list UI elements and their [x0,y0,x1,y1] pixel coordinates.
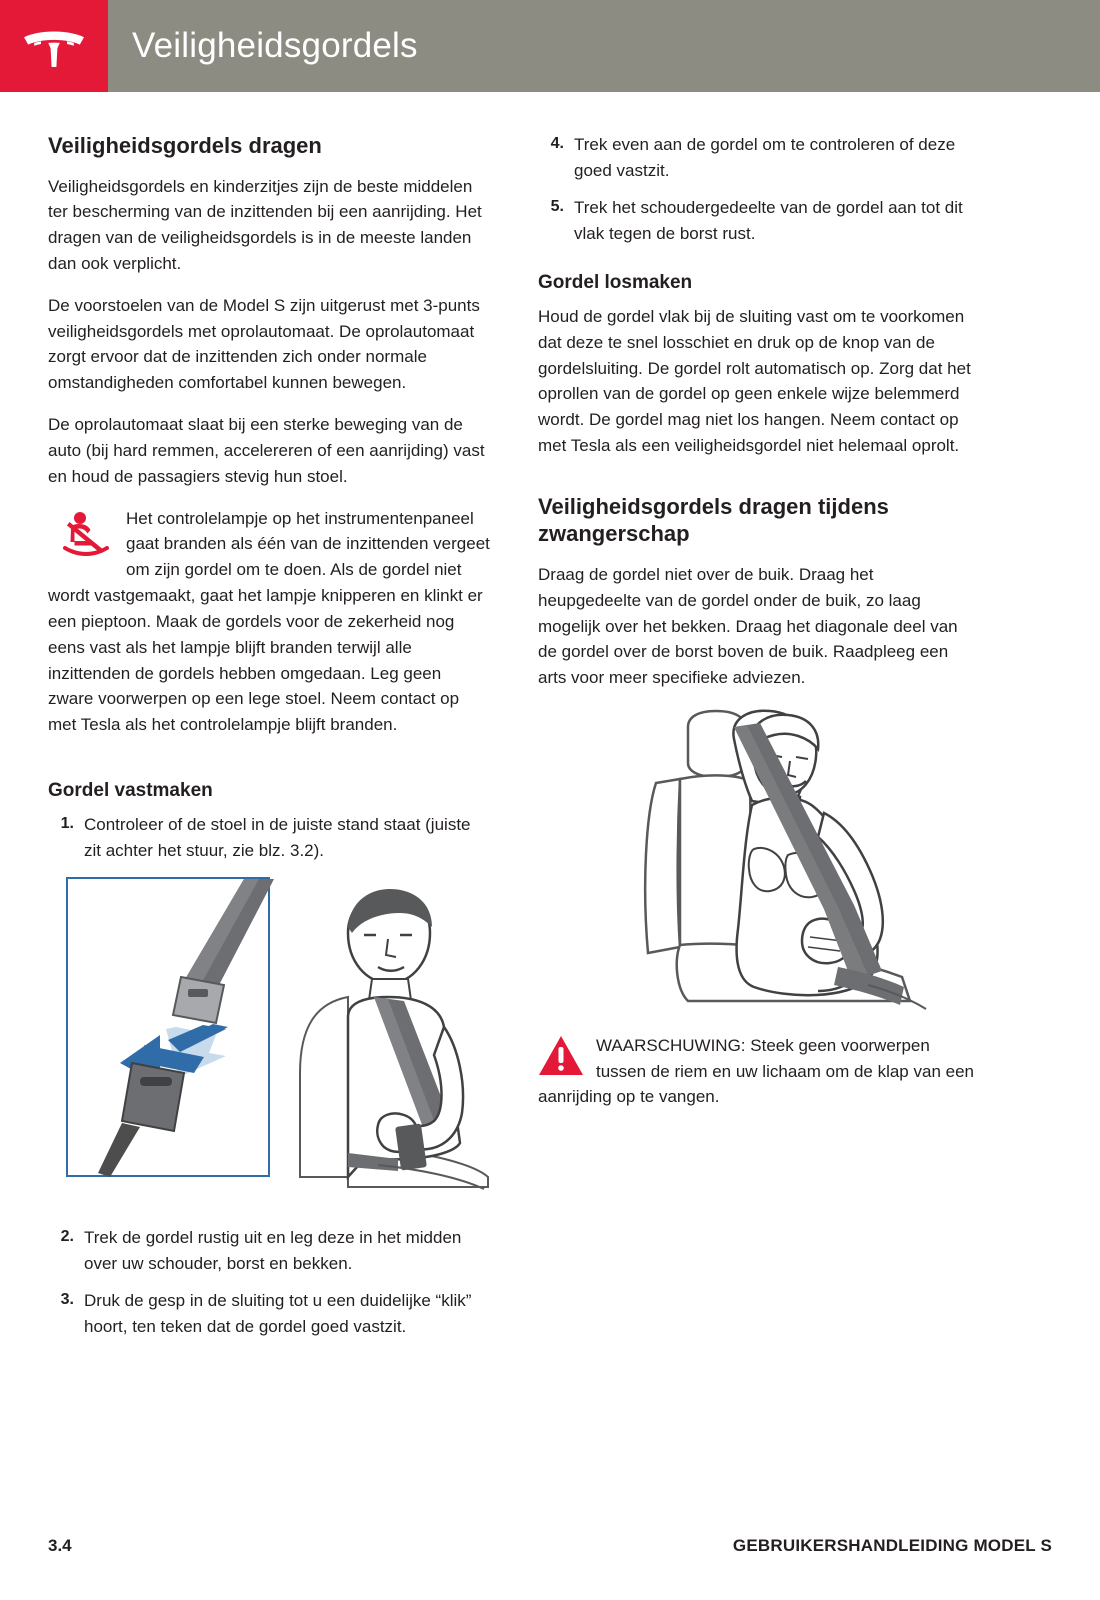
footer-page-number: 3.4 [48,1536,72,1555]
footer-document-title: GEBRUIKERSHANDLEIDING MODEL S [732,1536,1052,1555]
tesla-logo-block [0,0,108,92]
step-number: 1. [60,815,74,833]
paragraph-intro-2: De voorstoelen van de Model S zijn uitgerust met 3-punts veiligheidsgordels met oprolautomaat. De oprolautomaat zorgt ervoor dat de inzittenden zich onder normale omstandigheden comfortabel kunnen bewegen. [48,295,480,393]
warning-text: WAARSCHUWING: Steek geen voorwerpen tussen de riem en uw lichaam om de klap van een aanrijding op te vangen. [538,1036,974,1107]
step-text: Trek de gordel rustig uit en leg deze in het midden over uw schouder, borst en bekken. [84,1228,462,1273]
step-number: 4. [550,135,564,152]
section-heading-pregnancy: Veiligheidsgordels dragen tijdens zwangerschap [538,493,889,547]
subheading-fasten-belt: Gordel vastmaken [48,780,213,802]
step-text: Trek even aan de gordel om te controleren of deze goed vastzit. [574,135,956,180]
step-text: Druk de gesp in de sluiting tot u een duidelijke “klik” hoort, ten teken dat de gordel goed vastzit. [84,1291,472,1336]
fasten-steps-list-top [48,812,490,863]
warning-triangle-icon [538,1035,584,1077]
list-item [48,812,490,863]
list-item [538,195,980,246]
step-text: Controleer of de stoel in de juiste stand staat (juiste zit achter het stuur, zie blz. 3.2). [84,815,471,860]
step-text: Trek het schoudergedeelte van de gordel aan tot dit vlak tegen de borst rust. [574,198,963,243]
list-item [48,1225,490,1276]
paragraph-pregnancy: Draag de gordel niet over de buik. Draag het heupgedeelte van de gordel onder de buik, zo laag mogelijk over het bekken. Draag het diagonale deel van de gordel over de borst boven de buik. Raadpleeg een arts voor meer specifieke adviezen. [538,564,958,688]
step-number: 3. [60,1291,74,1309]
tesla-logo-icon [21,23,87,69]
pregnant-occupant-seatbelt-illustration [538,709,980,1019]
page-title: Veiligheidsgordels [132,26,418,65]
warning-lamp-block [48,506,490,754]
paragraph-release-belt: Houd de gordel vlak bij de sluiting vast om te voorkomen dat deze te snel losschiet en druk op de knop van de gordelsluiting. De gordel rolt automatisch op. Zorg dat het oprollen van de gordel op geen enkele wijze belemmerd wordt. De gordel mag niet los hangen. Neem contact op met Tesla als een veiligheidsgordel niet helemaal oprolt. [538,307,971,456]
seatbelt-buckle-illustration [48,877,490,1207]
page-body [0,92,1100,1600]
section-heading-wearing: Veiligheidsgordels dragen [48,133,322,158]
page-footer [0,1536,1100,1558]
subheading-release-belt: Gordel losmaken [538,272,693,293]
seatbelt-warning-lamp-icon [60,508,112,560]
list-item [48,1288,490,1339]
left-column [48,132,490,1351]
page-header [0,0,1100,92]
paragraph-warning-lamp: Het controlelampje op het instrumentenpaneel gaat branden als één van de inzittenden vergeet om zijn gordel om te doen. Als de gordel niet wordt vastgemaakt, gaat het lampje knipperen en klinkt er een pieptoon. Maak de gordels voor de zekerheid nog eens vast als het lampje blijft branden terwijl alle inzittenden de gordels hebben omgedaan. Leg geen zware voorwerpen op een lege stoel. Neem contact op met Tesla als het controlelampje blijft branden. [48,508,490,735]
warning-callout [538,1033,980,1110]
paragraph-intro-3: De oprolautomaat slaat bij een sterke beweging van de auto (bij hard remmen, accelereren of een aanrijding) vast en houd de passagiers stevig hun stoel. [48,415,485,486]
fasten-steps-list-continued [538,132,980,246]
list-item [538,132,980,183]
step-number: 5. [550,198,564,215]
paragraph-intro-1: Veiligheidsgordels en kinderzitjes zijn de beste middelen ter bescherming van de inzittenden bij een aanrijding. Het dragen van de veiligheidsgordels is in de meeste landen dan ook verplicht. [48,176,482,273]
right-column [538,132,980,1110]
fasten-steps-list-bottom [48,1225,490,1339]
step-number: 2. [60,1228,74,1246]
